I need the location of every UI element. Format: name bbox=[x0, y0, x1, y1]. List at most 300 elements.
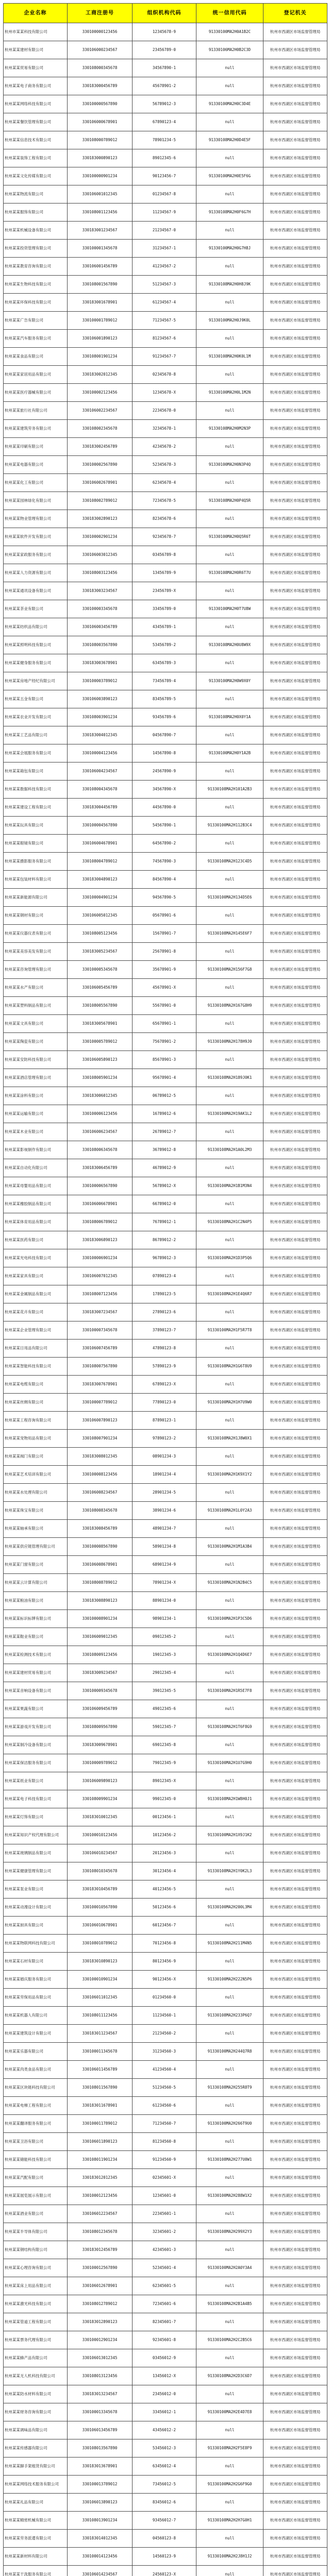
cell-registration-authority: 杭州市西湖区市场监督管理局 bbox=[263, 1195, 327, 1213]
cell-registration-authority: 杭州市西湖区市场监督管理局 bbox=[263, 762, 327, 781]
cell-registration-authority: 杭州市西湖区市场监督管理局 bbox=[263, 366, 327, 384]
cell-registration-number: 330108001123456 bbox=[68, 204, 133, 222]
table-row bbox=[4, 1862, 327, 1880]
cell-credit-code: 91330100MA2H1D3P5Q6 bbox=[196, 1249, 263, 1267]
cell-registration-number: 330108010345678 bbox=[68, 1862, 133, 1880]
cell-organization-code: 92345601-8 bbox=[133, 2331, 196, 2349]
cell-organization-code: 80123456-9 bbox=[133, 1953, 196, 1971]
table-row bbox=[4, 997, 327, 1015]
cell-organization-code: 09012345-2 bbox=[133, 1628, 196, 1646]
cell-registration-number: 330108011567890 bbox=[68, 2079, 133, 2097]
cell-credit-code: 91330108MA2H189J0K1 bbox=[196, 1069, 263, 1087]
cell-credit-code: null bbox=[196, 2241, 263, 2259]
cell-organization-code: 67890123-X bbox=[133, 1376, 196, 1394]
table-row bbox=[4, 817, 327, 835]
cell-registration-number: 330100010123456 bbox=[68, 1826, 133, 1844]
cell-registration-number: 330183002890123 bbox=[68, 510, 133, 528]
table-row bbox=[4, 1195, 327, 1213]
cell-registration-authority: 杭州市西湖区市场监督管理局 bbox=[263, 690, 327, 708]
cell-company-name: 杭州某某厨具有限公司 bbox=[4, 1917, 68, 1935]
table-row bbox=[4, 2295, 327, 2313]
cell-company-name: 杭州某某包装材料有限公司 bbox=[4, 871, 68, 889]
cell-registration-number: 330106007012345 bbox=[68, 1267, 133, 1285]
cell-credit-code: 91330100MA2H1H7U9W0 bbox=[196, 1394, 263, 1412]
cell-registration-number: 330183011678901 bbox=[68, 2097, 133, 2115]
table-row bbox=[4, 510, 327, 528]
cell-registration-authority: 杭州市西湖区市场监督管理局 bbox=[263, 1826, 327, 1844]
cell-registration-number: 330183006456789 bbox=[68, 1159, 133, 1177]
cell-registration-authority: 杭州市西湖区市场监督管理局 bbox=[263, 2476, 327, 2494]
cell-registration-authority: 杭州市西湖区市场监督管理局 bbox=[263, 510, 327, 528]
cell-credit-code: null bbox=[196, 871, 263, 889]
cell-company-name: 杭州某某票务代理有限公司 bbox=[4, 2331, 68, 2349]
cell-credit-code: 91330108MA2H167G8H9 bbox=[196, 997, 263, 1015]
cell-company-name: 杭州某某丝绸有限公司 bbox=[4, 1394, 68, 1412]
cell-registration-number: 330183008012345 bbox=[68, 1448, 133, 1466]
cell-company-name: 杭州某某物联网科技有限公司 bbox=[4, 1935, 68, 1953]
table-row bbox=[4, 672, 327, 690]
cell-registration-number: 330100009345678 bbox=[68, 1682, 133, 1700]
cell-credit-code: null bbox=[196, 690, 263, 708]
cell-registration-authority: 杭州市西湖区市场监督管理局 bbox=[263, 2385, 327, 2403]
cell-registration-authority: 杭州市西湖区市场监督管理局 bbox=[263, 1953, 327, 1971]
cell-credit-code: null bbox=[196, 1412, 263, 1430]
cell-organization-code: 41234567-2 bbox=[133, 258, 196, 276]
cell-company-name: 杭州某某橡胶制品有限公司 bbox=[4, 1195, 68, 1213]
cell-company-name: 杭州某某汽配有限公司 bbox=[4, 2169, 68, 2187]
cell-credit-code: 91330108MA2H0D4E5F bbox=[196, 131, 263, 149]
table-row bbox=[4, 1303, 327, 1321]
cell-registration-number: 330100002901234 bbox=[68, 528, 133, 546]
cell-credit-code: null bbox=[196, 2097, 263, 2115]
table-row bbox=[4, 348, 327, 366]
cell-credit-code: 91330108MA2H1E4Q6R7 bbox=[196, 1285, 263, 1303]
cell-credit-code: null bbox=[196, 402, 263, 420]
table-row bbox=[4, 2530, 327, 2548]
cell-company-name: 杭州某某纸业有限公司 bbox=[4, 1772, 68, 1790]
table-row bbox=[4, 1430, 327, 1448]
cell-company-name: 杭州某某信息技术有限公司 bbox=[4, 131, 68, 149]
cell-credit-code: null bbox=[196, 1808, 263, 1826]
table-row bbox=[4, 222, 327, 240]
cell-credit-code: null bbox=[196, 294, 263, 312]
cell-registration-authority: 杭州市西湖区市场监督管理局 bbox=[263, 2349, 327, 2367]
table-row bbox=[4, 690, 327, 708]
cell-company-name: 杭州某某精密机械有限公司 bbox=[4, 2512, 68, 2530]
cell-registration-authority: 杭州市西湖区市场监督管理局 bbox=[263, 1502, 327, 1520]
cell-registration-number: 330100004123456 bbox=[68, 744, 133, 762]
cell-registration-number: 330100005345678 bbox=[68, 961, 133, 979]
cell-credit-code: null bbox=[196, 1700, 263, 1718]
cell-registration-number: 330100001345678 bbox=[68, 240, 133, 258]
cell-credit-code: 91330100MA2H112B3C4 bbox=[196, 817, 263, 835]
cell-registration-number: 330108007567890 bbox=[68, 1358, 133, 1376]
table-row bbox=[4, 2061, 327, 2079]
cell-credit-code: null bbox=[196, 258, 263, 276]
cell-registration-authority: 杭州市西湖区市场监督管理局 bbox=[263, 654, 327, 672]
cell-company-name: 杭州某某新能源有限公司 bbox=[4, 889, 68, 907]
cell-credit-code: 91330100MA2H134D5E6 bbox=[196, 889, 263, 907]
cell-registration-number: 330108010789012 bbox=[68, 1935, 133, 1953]
cell-registration-number: 330183000456789 bbox=[68, 77, 133, 95]
table-row bbox=[4, 2097, 327, 2115]
cell-registration-number: 330106002234567 bbox=[68, 402, 133, 420]
cell-organization-code: 95678901-4 bbox=[133, 1069, 196, 1087]
cell-registration-authority: 杭州市西湖区市场监督管理局 bbox=[263, 835, 327, 853]
table-row bbox=[4, 149, 327, 167]
cell-company-name: 杭州某某照明科技有限公司 bbox=[4, 636, 68, 654]
cell-registration-authority: 杭州市西湖区市场监督管理局 bbox=[263, 384, 327, 402]
cell-organization-code: 16789012-6 bbox=[133, 1105, 196, 1123]
cell-credit-code: 91330100MA2H2J8H1J2 bbox=[196, 2548, 263, 2566]
cell-credit-code: 91330108MA2H123C4D5 bbox=[196, 853, 263, 871]
cell-company-name: 杭州某某家政服务有限公司 bbox=[4, 546, 68, 564]
table-row bbox=[4, 1520, 327, 1538]
cell-registration-authority: 杭州市西湖区市场监督管理局 bbox=[263, 744, 327, 762]
cell-credit-code: 91330100MA2H1F5R7T8 bbox=[196, 1321, 263, 1340]
table-row bbox=[4, 1051, 327, 1069]
cell-registration-number: 330183008456789 bbox=[68, 1520, 133, 1538]
table-row bbox=[4, 23, 327, 41]
cell-company-name: 杭州某某房地产经纪有限公司 bbox=[4, 672, 68, 690]
cell-registration-number: 330100011345678 bbox=[68, 2043, 133, 2061]
cell-registration-number: 330100004567890 bbox=[68, 817, 133, 835]
cell-organization-code: 83456012-6 bbox=[133, 2494, 196, 2512]
cell-company-name: 杭州某某水处理有限公司 bbox=[4, 1484, 68, 1502]
cell-organization-code: 01234567-8 bbox=[133, 185, 196, 204]
cell-registration-number: 330106009012345 bbox=[68, 1628, 133, 1646]
cell-registration-number: 330100007789012 bbox=[68, 1394, 133, 1412]
cell-organization-code: 48901234-7 bbox=[133, 1520, 196, 1538]
cell-company-name: 杭州某某动漫设计有限公司 bbox=[4, 1899, 68, 1917]
cell-registration-authority: 杭州市西湖区市场监督管理局 bbox=[263, 1989, 327, 2007]
cell-registration-authority: 杭州市西湖区市场监督管理局 bbox=[263, 1358, 327, 1376]
cell-company-name: 杭州某某旅行社有限公司 bbox=[4, 402, 68, 420]
cell-company-name: 杭州某某咨询管理有限公司 bbox=[4, 961, 68, 979]
table-row bbox=[4, 2512, 327, 2530]
table-row bbox=[4, 1412, 327, 1430]
cell-registration-authority: 杭州市西湖区市场监督管理局 bbox=[263, 1754, 327, 1772]
table-row bbox=[4, 979, 327, 997]
cell-company-name: 杭州某某钢结构有限公司 bbox=[4, 2241, 68, 2259]
cell-registration-authority: 杭州市西湖区市场监督管理局 bbox=[263, 672, 327, 690]
cell-company-name: 杭州某某心理咨询有限公司 bbox=[4, 2259, 68, 2277]
cell-company-name: 杭州某某标识标牌有限公司 bbox=[4, 1610, 68, 1628]
table-row bbox=[4, 1340, 327, 1358]
cell-company-name: 杭州某某传感器有限公司 bbox=[4, 2439, 68, 2458]
cell-registration-authority: 杭州市西湖区市场监督管理局 bbox=[263, 2061, 327, 2079]
table-row bbox=[4, 1267, 327, 1285]
cell-credit-code: null bbox=[196, 943, 263, 961]
cell-credit-code: 91330100MA2H266T9U0 bbox=[196, 2115, 263, 2133]
cell-company-name: 杭州某某物业管理有限公司 bbox=[4, 510, 68, 528]
cell-registration-number: 330183002012345 bbox=[68, 366, 133, 384]
cell-organization-code: 40123456-5 bbox=[133, 1880, 196, 1899]
cell-credit-code: null bbox=[196, 113, 263, 131]
cell-company-name: 杭州某某管道工程有限公司 bbox=[4, 2313, 68, 2331]
cell-organization-code: 81234567-6 bbox=[133, 330, 196, 348]
cell-registration-number: 330106011890123 bbox=[68, 2133, 133, 2151]
cell-organization-code: 61234567-4 bbox=[133, 294, 196, 312]
cell-registration-number: 330106003456789 bbox=[68, 618, 133, 636]
cell-organization-code: 32345678-1 bbox=[133, 420, 196, 438]
cell-registration-authority: 杭州市西湖区市场监督管理局 bbox=[263, 1772, 327, 1790]
cell-organization-code: 81234560-8 bbox=[133, 2133, 196, 2151]
cell-company-name: 杭州某某人力资源有限公司 bbox=[4, 564, 68, 582]
cell-credit-code: null bbox=[196, 1448, 263, 1466]
table-row bbox=[4, 1249, 327, 1267]
cell-registration-number: 330183012456789 bbox=[68, 2241, 133, 2259]
cell-company-name: 杭州某某电器有限公司 bbox=[4, 456, 68, 474]
cell-organization-code: 56789012-3 bbox=[133, 95, 196, 113]
cell-credit-code: null bbox=[196, 1917, 263, 1935]
cell-registration-authority: 杭州市西湖区市场监督管理局 bbox=[263, 23, 327, 41]
cell-company-name: 杭州某某建设工程有限公司 bbox=[4, 799, 68, 817]
cell-registration-authority: 杭州市西湖区市场监督管理局 bbox=[263, 95, 327, 113]
cell-registration-authority: 杭州市西湖区市场监督管理局 bbox=[263, 1376, 327, 1394]
cell-registration-number: 330100006901234 bbox=[68, 1249, 133, 1267]
cell-credit-code: 91330108MA2H0U8W9X bbox=[196, 636, 263, 654]
cell-registration-number: 330100002123456 bbox=[68, 384, 133, 402]
cell-organization-code: 53456012-3 bbox=[133, 2439, 196, 2458]
cell-company-name: 杭州某某影视制作有限公司 bbox=[4, 1141, 68, 1159]
cell-organization-code: 11234560-1 bbox=[133, 2007, 196, 2025]
cell-registration-authority: 杭州市西湖区市场监督管理局 bbox=[263, 1231, 327, 1249]
table-row bbox=[4, 907, 327, 925]
cell-registration-authority: 杭州市西湖区市场监督管理局 bbox=[263, 1249, 327, 1267]
table-row bbox=[4, 1989, 327, 2007]
cell-company-name: 杭州某某无人机科技有限公司 bbox=[4, 2367, 68, 2385]
cell-registration-number: 330106011456789 bbox=[68, 2061, 133, 2079]
cell-registration-number: 330108003567890 bbox=[68, 636, 133, 654]
cell-company-name: 杭州某某展览展示有限公司 bbox=[4, 2187, 68, 2205]
cell-organization-code: 93456789-6 bbox=[133, 708, 196, 726]
cell-organization-code: 46789012-9 bbox=[133, 1159, 196, 1177]
table-row bbox=[4, 113, 327, 131]
cell-organization-code: 14567890-8 bbox=[133, 744, 196, 762]
table-row bbox=[4, 1736, 327, 1754]
cell-company-name: 杭州某某制冷设备有限公司 bbox=[4, 1736, 68, 1754]
cell-credit-code: null bbox=[196, 1087, 263, 1105]
cell-credit-code: null bbox=[196, 149, 263, 167]
cell-registration-authority: 杭州市西湖区市场监督管理局 bbox=[263, 708, 327, 726]
cell-registration-number: 330106004234567 bbox=[68, 762, 133, 781]
cell-credit-code: null bbox=[196, 907, 263, 925]
table-row bbox=[4, 1844, 327, 1862]
cell-registration-authority: 杭州市西湖区市场监督管理局 bbox=[263, 2259, 327, 2277]
cell-organization-code: 18901234-4 bbox=[133, 1466, 196, 1484]
cell-company-name: 杭州某某石材有限公司 bbox=[4, 1953, 68, 1971]
cell-registration-authority: 杭州市西湖区市场监督管理局 bbox=[263, 1899, 327, 1917]
cell-organization-code: 15678901-7 bbox=[133, 925, 196, 943]
cell-company-name: 杭州某某婚庆服务有限公司 bbox=[4, 1971, 68, 1989]
cell-credit-code: null bbox=[196, 438, 263, 456]
cell-company-name: 杭州某某粮油有限公司 bbox=[4, 1592, 68, 1610]
cell-company-name: 杭州某某医药有限公司 bbox=[4, 1231, 68, 1249]
table-row bbox=[4, 1682, 327, 1700]
cell-registration-authority: 杭州市西湖区市场监督管理局 bbox=[263, 330, 327, 348]
cell-registration-number: 330100007345678 bbox=[68, 1321, 133, 1340]
table-row bbox=[4, 1484, 327, 1502]
cell-registration-authority: 杭州市西湖区市场监督管理局 bbox=[263, 1844, 327, 1862]
cell-organization-code: 36789012-8 bbox=[133, 1141, 196, 1159]
cell-credit-code: null bbox=[196, 510, 263, 528]
cell-organization-code: 71234567-5 bbox=[133, 312, 196, 330]
cell-registration-number: 330100013789012 bbox=[68, 2476, 133, 2494]
cell-registration-authority: 杭州市西湖区市场监督管理局 bbox=[263, 2187, 327, 2205]
cell-registration-authority: 杭州市西湖区市场监督管理局 bbox=[263, 528, 327, 546]
cell-registration-authority: 杭州市西湖区市场监督管理局 bbox=[263, 1141, 327, 1159]
cell-organization-code: 85678901-3 bbox=[133, 1051, 196, 1069]
cell-registration-authority: 杭州市西湖区市场监督管理局 bbox=[263, 1971, 327, 1989]
cell-credit-code: null bbox=[196, 1195, 263, 1213]
table-row bbox=[4, 744, 327, 762]
cell-company-name: 杭州某某脚手架租赁有限公司 bbox=[4, 2458, 68, 2476]
cell-company-name: 杭州某某教育咨询有限公司 bbox=[4, 258, 68, 276]
cell-registration-number: 330108001567890 bbox=[68, 276, 133, 294]
cell-company-name: 杭州某某化工有限公司 bbox=[4, 474, 68, 492]
cell-credit-code: null bbox=[196, 330, 263, 348]
cell-credit-code: 91330108MA2H0P4Q5R bbox=[196, 492, 263, 510]
cell-credit-code: 91330100MA2H0A1B2C bbox=[196, 23, 263, 41]
table-row bbox=[4, 492, 327, 510]
cell-company-name: 杭州某某劳务派遣有限公司 bbox=[4, 2530, 68, 2548]
cell-organization-code: 68901234-9 bbox=[133, 1556, 196, 1574]
cell-company-name: 杭州某某摄影服务有限公司 bbox=[4, 853, 68, 871]
cell-company-name: 杭州某某工程咨询有限公司 bbox=[4, 1412, 68, 1430]
cell-organization-code: 98901234-1 bbox=[133, 1610, 196, 1628]
cell-credit-code: 91330100MA2H222N5P6 bbox=[196, 1971, 263, 1989]
cell-company-name: 杭州某某音响设备有限公司 bbox=[4, 1682, 68, 1700]
cell-registration-number: 330100003789012 bbox=[68, 672, 133, 690]
table-row bbox=[4, 1123, 327, 1141]
cell-registration-number: 330183006890123 bbox=[68, 1231, 133, 1249]
cell-credit-code: 91330100MA2H2G6F9G0 bbox=[196, 2476, 263, 2494]
cell-organization-code: 02345678-8 bbox=[133, 366, 196, 384]
table-row bbox=[4, 2133, 327, 2151]
cell-credit-code: 91330108MA2H1A0L2M3 bbox=[196, 1141, 263, 1159]
cell-company-name: 杭州某某激光科技有限公司 bbox=[4, 2295, 68, 2313]
table-row bbox=[4, 1718, 327, 1736]
cell-registration-number: 330106007890123 bbox=[68, 1412, 133, 1430]
table-row bbox=[4, 1700, 327, 1718]
header-registration-authority: 登记机关 bbox=[263, 4, 327, 23]
cell-company-name: 杭州某某文具有限公司 bbox=[4, 1015, 68, 1033]
cell-registration-authority: 杭州市西湖区市场监督管理局 bbox=[263, 1267, 327, 1285]
cell-credit-code: null bbox=[196, 59, 263, 77]
cell-credit-code: 91330100MA2H244Q7R8 bbox=[196, 2043, 263, 2061]
cell-registration-authority: 杭州市西湖区市场监督管理局 bbox=[263, 2367, 327, 2385]
cell-company-name: 杭州某某机械设备有限公司 bbox=[4, 222, 68, 240]
header-registration-number: 工商注册号 bbox=[68, 4, 133, 23]
cell-registration-number: 330106004678901 bbox=[68, 835, 133, 853]
cell-registration-number: 330106013012345 bbox=[68, 2349, 133, 2367]
table-row bbox=[4, 853, 327, 871]
cell-credit-code: 91330108MA2H211M4N5 bbox=[196, 1935, 263, 1953]
cell-registration-authority: 杭州市西湖区市场监督管理局 bbox=[263, 258, 327, 276]
cell-organization-code: 17890123-5 bbox=[133, 1285, 196, 1303]
cell-organization-code: 04567890-7 bbox=[133, 726, 196, 744]
cell-company-name: 杭州某某水产有限公司 bbox=[4, 979, 68, 997]
cell-organization-code: 62345678-4 bbox=[133, 474, 196, 492]
cell-organization-code: 52345601-4 bbox=[133, 2259, 196, 2277]
cell-organization-code: 12345678-9 bbox=[133, 23, 196, 41]
cell-company-name: 杭州某某运输有限公司 bbox=[4, 1105, 68, 1123]
cell-registration-authority: 杭州市西湖区市场监督管理局 bbox=[263, 2277, 327, 2295]
table-row bbox=[4, 276, 327, 294]
cell-organization-code: 62345601-5 bbox=[133, 2277, 196, 2295]
cell-registration-number: 330108004789012 bbox=[68, 853, 133, 871]
cell-credit-code: null bbox=[196, 546, 263, 564]
table-row bbox=[4, 799, 327, 817]
cell-company-name: 杭州某某知识产权代理有限公司 bbox=[4, 1826, 68, 1844]
cell-registration-number: 330108008345678 bbox=[68, 1502, 133, 1520]
cell-company-name: 杭州某某箱包有限公司 bbox=[4, 762, 68, 781]
table-row bbox=[4, 1033, 327, 1051]
table-row bbox=[4, 1069, 327, 1087]
cell-organization-code: 23456789-X bbox=[133, 582, 196, 600]
cell-company-name: 杭州某某会展服务有限公司 bbox=[4, 744, 68, 762]
table-row bbox=[4, 420, 327, 438]
cell-registration-authority: 杭州市西湖区市场监督管理局 bbox=[263, 1935, 327, 1953]
cell-registration-number: 330108005901234 bbox=[68, 1069, 133, 1087]
cell-registration-number: 330183001234567 bbox=[68, 222, 133, 240]
cell-organization-code: 37890123-7 bbox=[133, 1321, 196, 1340]
table-row bbox=[4, 871, 327, 889]
cell-credit-code: null bbox=[196, 654, 263, 672]
table-row bbox=[4, 2367, 327, 2385]
cell-organization-code: 35678901-9 bbox=[133, 961, 196, 979]
cell-registration-authority: 杭州市西湖区市场监督管理局 bbox=[263, 943, 327, 961]
cell-credit-code: 91330108MA2H1Q4D6E7 bbox=[196, 1646, 263, 1664]
cell-company-name: 杭州某某储能科技有限公司 bbox=[4, 2151, 68, 2169]
table-row bbox=[4, 167, 327, 185]
cell-organization-code: 26789012-7 bbox=[133, 1123, 196, 1141]
cell-credit-code: null bbox=[196, 1123, 263, 1141]
cell-credit-code: 91330108MA2H0K0L1M bbox=[196, 348, 263, 366]
cell-registration-authority: 杭州市西湖区市场监督管理局 bbox=[263, 726, 327, 744]
cell-registration-authority: 杭州市西湖区市场监督管理局 bbox=[263, 1538, 327, 1556]
cell-credit-code: null bbox=[196, 2025, 263, 2043]
cell-registration-number: 330108009123456 bbox=[68, 1646, 133, 1664]
cell-registration-number: 330108007123456 bbox=[68, 1285, 133, 1303]
cell-registration-authority: 杭州市西湖区市场监督管理局 bbox=[263, 546, 327, 564]
cell-registration-authority: 杭州市西湖区市场监督管理局 bbox=[263, 2097, 327, 2115]
table-row bbox=[4, 384, 327, 402]
cell-credit-code: 91330100MA2H200L3M4 bbox=[196, 1899, 263, 1917]
cell-registration-authority: 杭州市西湖区市场监督管理局 bbox=[263, 2566, 327, 2576]
cell-registration-number: 330183008890123 bbox=[68, 1592, 133, 1610]
cell-organization-code: 59012345-7 bbox=[133, 1718, 196, 1736]
cell-registration-authority: 杭州市西湖区市场监督管理局 bbox=[263, 2007, 327, 2025]
cell-registration-number: 330183012890123 bbox=[68, 2313, 133, 2331]
cell-company-name: 杭州某某网络技术服务有限公司 bbox=[4, 2476, 68, 2494]
cell-registration-authority: 杭州市西湖区市场监督管理局 bbox=[263, 961, 327, 979]
cell-organization-code: 96789012-3 bbox=[133, 1249, 196, 1267]
cell-organization-code: 08901234-3 bbox=[133, 1448, 196, 1466]
cell-organization-code: 45678901-X bbox=[133, 979, 196, 997]
cell-registration-number: 330183010890123 bbox=[68, 1953, 133, 1971]
cell-registration-number: 330100000567890 bbox=[68, 95, 133, 113]
table-row bbox=[4, 1646, 327, 1664]
cell-registration-authority: 杭州市西湖区市场监督管理局 bbox=[263, 1015, 327, 1033]
cell-registration-number: 330106008678901 bbox=[68, 1556, 133, 1574]
table-row bbox=[4, 781, 327, 799]
table-row bbox=[4, 2043, 327, 2061]
cell-registration-authority: 杭州市西湖区市场监督管理局 bbox=[263, 113, 327, 131]
table-row bbox=[4, 1466, 327, 1484]
cell-credit-code: 91330108MA2H1N2B4C5 bbox=[196, 1574, 263, 1592]
